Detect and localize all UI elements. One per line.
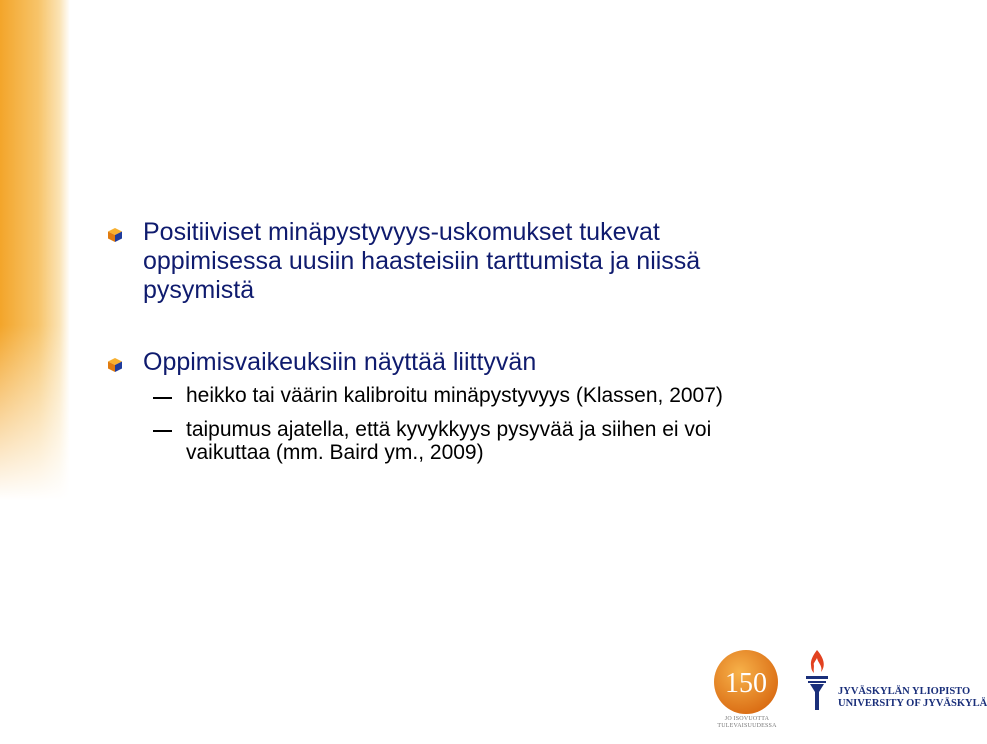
- bullet-line: Oppimisvaikeuksiin näyttää liittyvän: [143, 348, 537, 376]
- cube-bullet-icon: [107, 357, 123, 373]
- anniversary-150-logo: [712, 648, 780, 716]
- university-name: [838, 686, 987, 710]
- sub-item-line: taipumus ajatella, että kyvykkyys pysyvää ja siihen ei voi: [186, 418, 712, 441]
- bullet-item-1: [143, 218, 903, 305]
- sub-item-2: [186, 418, 906, 464]
- sub-item-line: heikko tai väärin kalibroitu minäpystyvyys (Klassen, 2007): [186, 384, 723, 407]
- anniversary-caption-line: JO ISOVUOTTA: [724, 716, 770, 722]
- sub-item-line: vaikuttaa (mm. Baird ym., 2009): [186, 441, 484, 464]
- sub-item-1: [186, 384, 906, 407]
- bullet-item-2: [143, 348, 903, 377]
- torch-emblem-icon: [802, 648, 832, 712]
- bullet-line: Positiiviset minäpystyvyys-uskomukset tukevat: [143, 218, 660, 246]
- dash-icon: [153, 430, 172, 432]
- university-name-en: UNIVERSITY OF JYVÄSKYLÄ: [838, 698, 987, 709]
- bullet-line: oppimisessa uusiin haasteisiin tarttumista ja niissä: [143, 247, 701, 275]
- anniversary-number: 150: [725, 668, 767, 699]
- university-name-fi: JYVÄSKYLÄN YLIOPISTO: [838, 686, 971, 697]
- anniversary-caption: [712, 716, 782, 730]
- dash-icon: [153, 397, 172, 399]
- cube-bullet-icon: [107, 227, 123, 243]
- bullet-line: pysymistä: [143, 276, 255, 304]
- anniversary-caption-line: TULEVAISUUDESSA: [717, 723, 777, 729]
